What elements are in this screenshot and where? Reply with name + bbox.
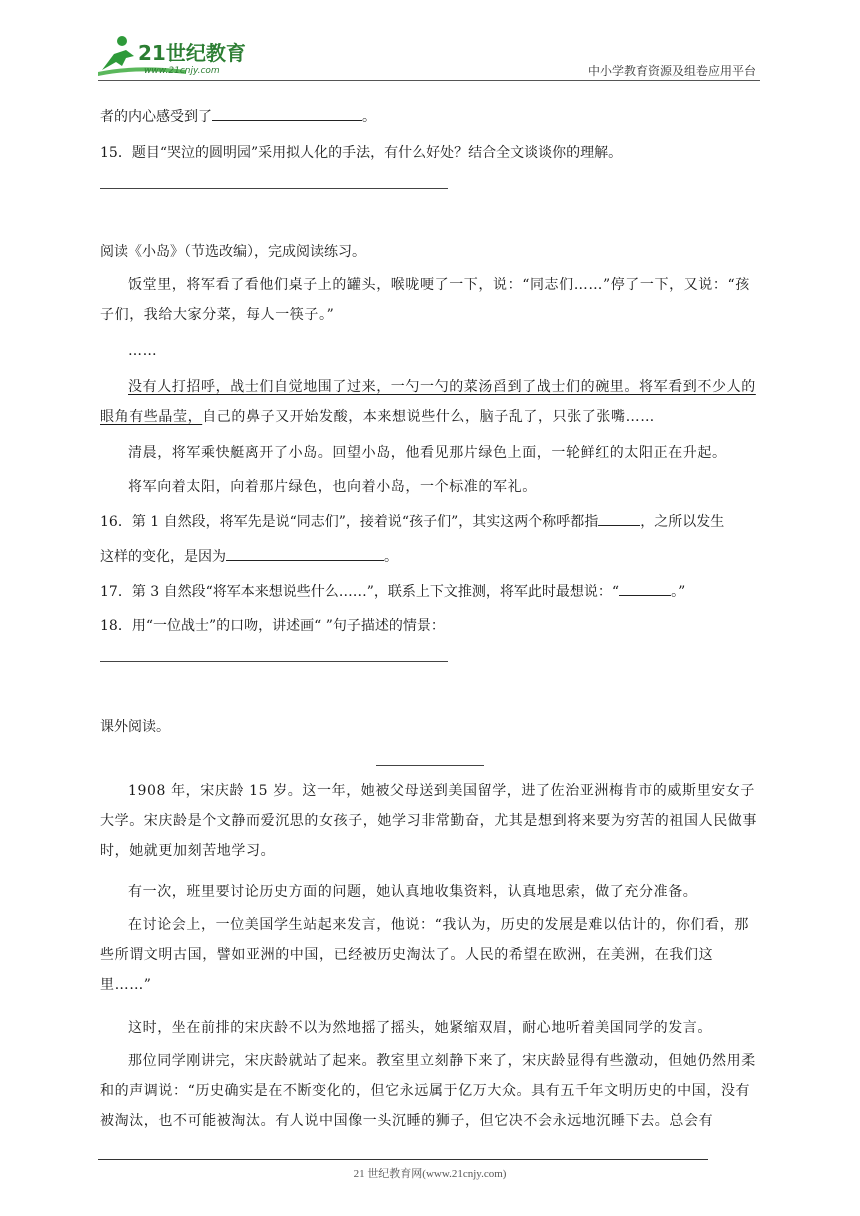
continued-line bbox=[100, 106, 376, 126]
answer-blank[interactable] bbox=[212, 108, 362, 121]
logo-url: www.21cnjy.com bbox=[144, 66, 220, 76]
answer-blank[interactable] bbox=[598, 513, 640, 526]
reading-intro-xiaodao: 阅读《小岛》（节选改编），完成阅读练习。 bbox=[100, 244, 366, 260]
answer-line-15[interactable] bbox=[100, 188, 448, 189]
q16-text-a: 16．第 1 自然段，将军先是说“同志们”，接着说“孩子们”，其实这两个称呼都指 bbox=[100, 514, 599, 530]
q16-text-d: 。 bbox=[384, 549, 398, 565]
answer-blank[interactable] bbox=[226, 548, 384, 561]
passage3-paragraph-3: 在讨论会上，一位美国学生站起来发言，他说：“我认为，历史的发展是难以估计的，你们看，那些所谓文明古国，譬如亚洲的中国，已经被历史淘汰了。人民的希望在欧洲，在美洲，在我们这里……” bbox=[100, 917, 749, 993]
passage-paragraph-5: 将军向着太阳，向着那片绿色，也向着小岛，一个标准的军礼。 bbox=[128, 479, 537, 495]
site-logo[interactable] bbox=[96, 34, 266, 78]
passage3-paragraph-4: 这时，坐在前排的宋庆龄不以为然地摇了摇头，她紧缩双眉，耐心地听着美国同学的发言。 bbox=[128, 1020, 712, 1036]
question-16-line2 bbox=[100, 546, 398, 566]
header-divider bbox=[98, 80, 760, 81]
reading-intro-extra: 课外阅读。 bbox=[100, 719, 170, 735]
q17-text-b: 。” bbox=[671, 584, 686, 600]
question-17 bbox=[100, 581, 685, 601]
punct: 。 bbox=[362, 109, 376, 125]
passage-paragraph-4: 清晨，将军乘快艇离开了小岛。回望小岛，他看见那片绿色上面，一轮鲜红的太阳正在升起。 bbox=[128, 445, 727, 461]
passage3-paragraph-1: 1908 年，宋庆龄 15 岁。这一年，她被父母送到美国留学，进了佐治亚洲梅肯市的威斯里安女子大学。宋庆龄是个文静而爱沉思的女孩子，她学习非常勤奋，尤其是想到将来要为穷苦的祖国人民做事时，她就更加刻苦地学习。 bbox=[100, 783, 757, 859]
answer-blank[interactable] bbox=[619, 583, 671, 596]
passage-paragraph-3 bbox=[100, 372, 762, 432]
question-15: 15．题目“哭泣的圆明园”采用拟人化的手法，有什么好处？结合全文谈谈你的理解。 bbox=[100, 145, 623, 161]
logo-text: 21世纪教育 bbox=[138, 41, 246, 65]
continued-text: 者的内心感受到了 bbox=[100, 109, 212, 125]
question-16-line1 bbox=[100, 511, 724, 531]
passage-paragraph-1: 饭堂里，将军看了看他们桌子上的罐头，喉咙哽了一下，说：“同志们……”停了一下，又说：“孩子们，我给大家分菜，每人一筷子。” bbox=[100, 277, 750, 323]
passage-ellipsis: …… bbox=[128, 343, 158, 359]
passage3-paragraph-2: 有一次，班里要讨论历史方面的问题，她认真地收集资料，认真地思索，做了充分准备。 bbox=[128, 884, 698, 900]
question-18: 18．用“一位战士”的口吻，讲述画“ ”句子描述的情景： bbox=[100, 618, 445, 634]
q16-text-c: 这样的变化，是因为 bbox=[100, 549, 226, 565]
footer-link[interactable]: 21 世纪教育网(www.21cnjy.com) bbox=[353, 1168, 507, 1180]
q17-text-a: 17．第 3 自然段“将军本来想说些什么……”，联系上下文推测，将军此时最想说：“ bbox=[100, 584, 620, 600]
passage3-paragraph-5: 那位同学刚讲完，宋庆龄就站了起来。教室里立刻静下来了，宋庆龄显得有些激动，但她仍然用柔和的声调说：“历史确实是在不断变化的，但它永远属于亿万大众。具有五千年文明历史的中国，没有被淘汰，也不可能被淘汰。有人说中国像一头沉睡的狮子，但它决不会永远地沉睡下去。总会有 bbox=[100, 1053, 756, 1129]
title-blank[interactable] bbox=[376, 765, 484, 766]
answer-line-18[interactable] bbox=[100, 661, 448, 662]
runner-logo-icon bbox=[96, 34, 266, 78]
platform-name: 中小学教育资源及组卷应用平台 bbox=[587, 64, 756, 78]
footer-divider bbox=[98, 1159, 708, 1160]
q16-text-b: ，之所以发生 bbox=[640, 514, 725, 530]
paragraph-3-rest: 自己的鼻子又开始发酸，本来想说些什么，脑子乱了，只张了张嘴…… bbox=[202, 409, 655, 425]
underlined-sentence: 没有人打招呼，战士们自觉地围了过来，一勺一勺的菜汤舀到了战士们的碗里。将军看到不少人的眼角有些晶莹， bbox=[100, 379, 756, 425]
